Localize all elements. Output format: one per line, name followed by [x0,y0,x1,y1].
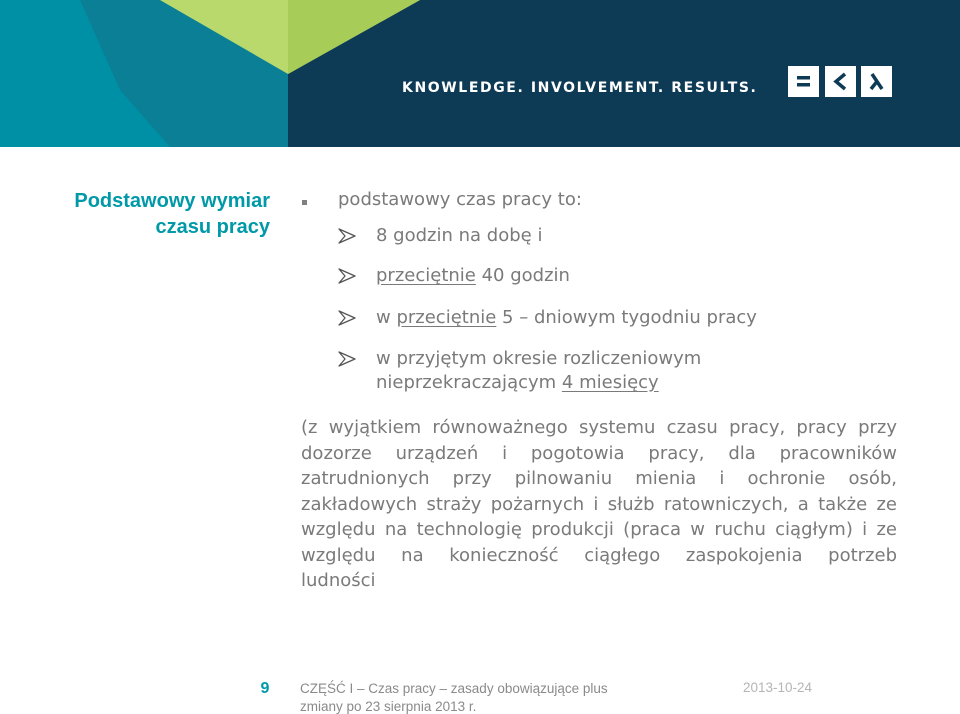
section-title-line2: czasu pracy [155,216,270,238]
underlined-text: przeciętnie [376,265,476,286]
underlined-text: 4 miesięcy [561,372,659,393]
paragraph-line: względu na konieczność ciągłego zaspokojenia potrzeb [301,544,897,566]
header-banner [0,0,960,147]
tagline: KNOWLEDGE. INVOLVEMENT. RESULTS. [402,80,758,96]
paragraph-line: (z wyjątkiem równoważnego systemu czasu pracy, pracy przy [301,417,897,438]
paragraph-line: względu na technologię produkcji (praca w ruchu ciągłym) i ze [301,519,897,540]
arrow-bullet-icon [338,310,356,326]
arrow-bullet-icon [338,228,356,244]
list-item [376,347,701,395]
list-item [376,264,570,288]
paragraph-line: zatrudnionych przy pilnowaniu mienia i ochronie osób, [301,468,897,489]
list-item-text: 8 godzin na dobę i [376,225,543,246]
lime-triangle-shade [288,0,420,74]
main-bullet-text: podstawowy czas pracy to: [338,189,582,210]
exceptions-paragraph [301,415,897,594]
list-item-text: 5 – dniowym tygodniu pracy [496,307,757,328]
list-item-text: w przyjętym okresie rozliczeniowym [376,348,702,369]
footer-caption [300,680,608,714]
equals-logo-icon [788,66,819,97]
square-bullet-icon [302,200,307,205]
list-item-text: w [376,307,397,328]
paragraph-line: ludności [301,570,376,591]
lambda-logo-icon [861,66,892,97]
arrow-bullet-icon [338,268,356,284]
arrow-bullet-icon [338,351,356,367]
list-item [376,224,542,248]
page-number: 9 [260,680,270,697]
footer-line2: zmiany po 23 sierpnia 2013 r. [300,699,477,714]
footer-line1: CZĘŚĆ I – Czas pracy – zasady obowiązujące plus [300,681,608,696]
list-item [376,306,757,330]
section-title [10,188,270,240]
list-item-text: 40 godzin [475,265,570,286]
underlined-text: przeciętnie [396,307,497,328]
paragraph-line: dozorze urządzeń i pogotowia pracy, dla pracowników [301,442,897,464]
section-title-line1: Podstawowy wymiar [74,190,270,212]
less-than-logo-icon [825,66,856,97]
footer-date: 2013-10-24 [743,680,813,695]
paragraph-line: zakładowych straży pożarnych i służb ratowniczych, a także ze [301,493,897,515]
list-item-text: nieprzekraczającym [376,372,562,393]
